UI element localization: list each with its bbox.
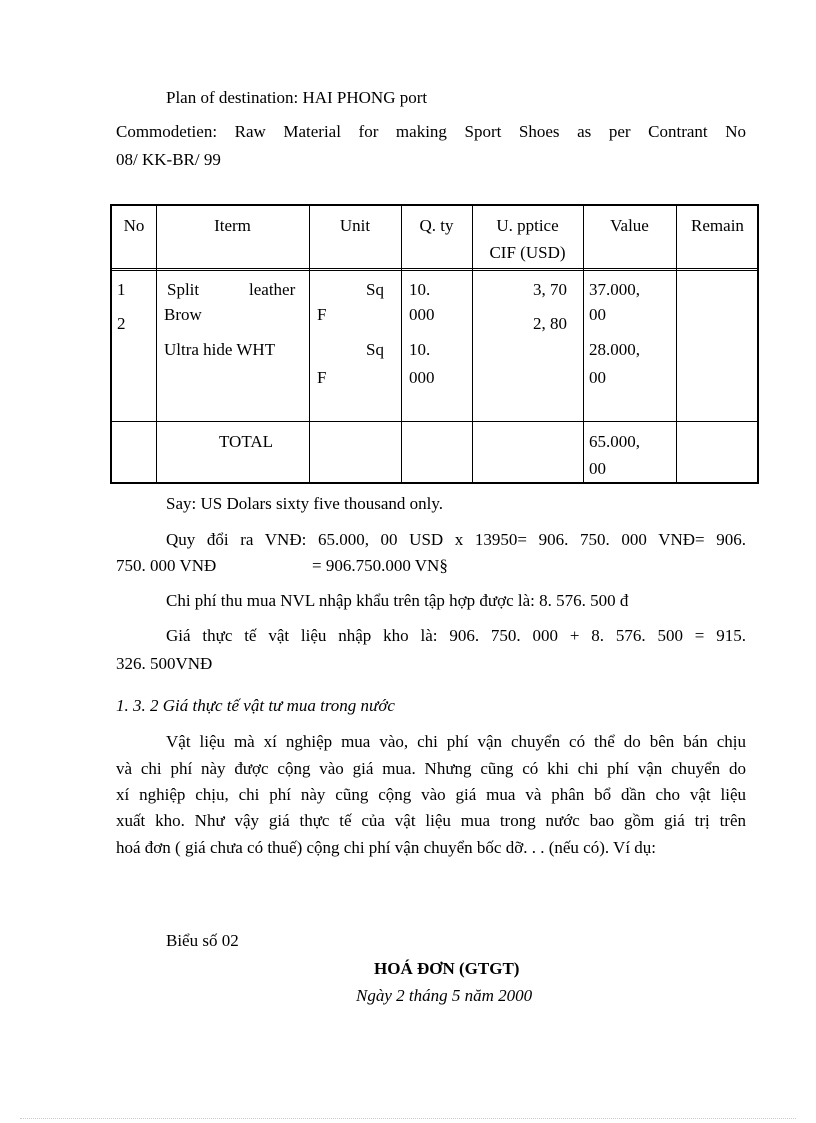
total-label: TOTAL [218, 432, 274, 451]
row-2-no: 2 [117, 314, 126, 333]
invoice-date: Ngày 2 tháng 5 năm 2000 [356, 986, 533, 1005]
paragraph-line-5: hoá đơn ( giá chưa có thuế) cộng chi phí vận chuyển bốc dỡ. . . (nếu có). Ví dụ: [116, 838, 657, 857]
header-remain: Remain [691, 216, 744, 235]
row-1-price: 3, 70 [533, 280, 567, 299]
commodity-table [110, 204, 759, 484]
row-1-unit-f: F [317, 305, 327, 324]
row-1-qty-2: 000 [409, 305, 435, 324]
actual-price-line-1: Giá thực tế vật liệu nhập kho là: 906. 750. 000 + 8. 576. 500 = 915. [166, 626, 746, 645]
row-1-unit-sq: Sq [366, 280, 384, 299]
header-unit: Unit [339, 216, 371, 235]
paragraph-line-4: xuất kho. Như vậy giá thực tế của vật liệu mua trong nước bao gồm giá trị trên [116, 811, 746, 830]
section-heading: 1. 3. 2 Giá thực tế vật tư mua trong nước [116, 696, 395, 715]
row-2-unit-f: F [317, 368, 327, 387]
invoice-title: HOÁ ĐƠN (GTGT) [374, 959, 520, 978]
row-1-qty-1: 10. [409, 280, 431, 299]
header-price-currency: CIF (USD) [489, 243, 566, 262]
row-2-value-1: 28.000, [589, 340, 640, 359]
header-no: No [123, 216, 145, 235]
paragraph-line-1: Vật liệu mà xí nghiệp mua vào, chi phí vận chuyển có thể do bên bán chịu [166, 732, 746, 751]
convert-line-2b: = 906.750.000 VN§ [312, 556, 448, 575]
commodity-line-2: 08/ KK-BR/ 99 [116, 150, 221, 169]
convert-line-1: Quy đổi ra VNĐ: 65.000, 00 USD x 13950= 906. 750. 000 VNĐ= 906. [166, 530, 746, 549]
form-label: Biểu số 02 [166, 931, 239, 950]
paragraph-line-2: và chi phí này được cộng vào giá mua. Nhưng cũng có khi chi phí vận chuyển do [116, 759, 746, 778]
destination-line: Plan of destination: HAI PHONG port [166, 88, 428, 107]
row-2-qty-2: 000 [409, 368, 435, 387]
paragraph-line-3: xí nghiệp chịu, chi phí này cũng cộng vào giá mua và phân bổ dần cho vật liệu [116, 785, 746, 804]
row-1-value-2: 00 [589, 305, 606, 324]
cost-line: Chi phí thu mua NVL nhập khẩu trên tập hợp được là: 8. 576. 500 đ [166, 591, 629, 610]
commodity-line-1: Commodetien: Raw Material for making Sport Shoes as per Contrant No [116, 122, 746, 141]
header-qty: Q. ty [419, 216, 454, 235]
total-value-2: 00 [589, 459, 606, 478]
total-value-1: 65.000, [589, 432, 640, 451]
actual-price-line-2: 326. 500VNĐ [116, 654, 213, 673]
row-2-qty-1: 10. [409, 340, 431, 359]
row-1-item-line2: Brow [164, 305, 202, 324]
header-value: Value [610, 216, 649, 235]
row-1-item-a: Split [167, 280, 200, 299]
row-2-item: Ultra hide WHT [164, 340, 276, 359]
row-1-no: 1 [117, 280, 126, 299]
say-line: Say: US Dolars sixty five thousand only. [166, 494, 444, 513]
page-bottom-divider [20, 1118, 796, 1119]
row-2-unit-sq: Sq [366, 340, 384, 359]
row-1-value-1: 37.000, [589, 280, 640, 299]
convert-line-2a: 750. 000 VNĐ [116, 556, 217, 575]
header-item: Iterm [214, 216, 251, 235]
header-price: U. pptice [496, 216, 559, 235]
row-2-value-2: 00 [589, 368, 606, 387]
row-1-item-b: leather [249, 280, 296, 299]
row-2-price: 2, 80 [533, 314, 567, 333]
